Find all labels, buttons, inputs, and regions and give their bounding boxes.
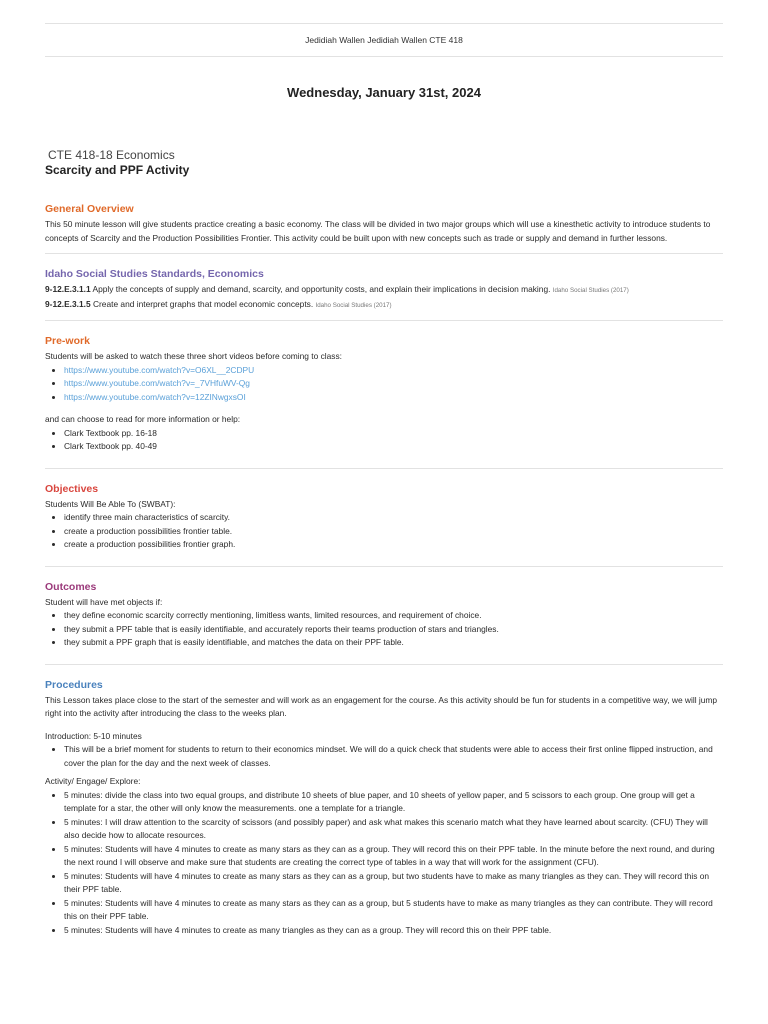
- video-link[interactable]: https://www.youtube.com/watch?v=12ZINwgxsOI: [64, 391, 246, 402]
- outcomes-section: [45, 567, 723, 665]
- outcomes-heading: Outcomes: [45, 580, 97, 593]
- procedures-section: [45, 665, 723, 946]
- list-item: • 5 minutes: divide the class into two equal groups, and distribute 10 sheets of blue paper, and 10 sheets of yellow paper, and 5 scissors to each group. One group will get a template for a star, the other will only know the measurements. one a template for a triangle.: [64, 789, 723, 816]
- list-item: • Clark Textbook pp. 40-49: [64, 440, 723, 454]
- list-item: • create a production possibilities frontier table.: [64, 525, 723, 539]
- list-item: • identify three main characteristics of scarcity.: [64, 511, 723, 525]
- prework-section: [45, 321, 723, 469]
- list-item: • This will be a brief moment for students to return to their economics mindset. We will do a quick check that students were able to access their first online flipped instruction, and cover the plan for the day and the next week of classes.: [64, 743, 723, 770]
- standards-section: [45, 254, 723, 321]
- list-item: • 5 minutes: Students will have 4 minutes to create as many stars as they can as a group, but two students have to make as many triangles as they can. They will record this on their PPF table.: [64, 870, 723, 897]
- standard-item: [45, 283, 723, 298]
- video-link[interactable]: https://www.youtube.com/watch?v=_7VHfuWV-Qg: [64, 378, 250, 388]
- list-item: • they submit a PPF table that is easily identifiable, and accurately reports their teams production of stars and triangles.: [64, 623, 723, 637]
- reading-intro: and can choose to read for more information or help:: [45, 414, 241, 424]
- lesson-plan-page: [45, 0, 723, 945]
- list-item: • 5 minutes: Students will have 4 minutes to create as many stars as they can as a group. They will record this on their PPF table. In the minute before the next round, and during the next round I will observe and make sure that students are creating the correct type of tables in a way that will work for the assignment (CFU).: [64, 843, 723, 870]
- general-overview-heading: General Overview: [45, 203, 134, 215]
- prework-intro: Students will be asked to watch these three short videos before coming to class:: [45, 351, 343, 361]
- prework-heading: Pre-work: [45, 335, 90, 347]
- objectives-intro: Students Will Be Able To (SWBAT):: [45, 498, 176, 509]
- author-header: Jedidiah Wallen Jedidiah Wallen CTE 418: [305, 35, 463, 45]
- objectives-list: [45, 511, 723, 552]
- objectives-heading: Objectives: [45, 482, 99, 495]
- standard-text: Apply the concepts of supply and demand, scarcity, and opportunity costs, and explain their implications in decision making.: [90, 284, 553, 294]
- general-overview-text: This 50 minute lesson will give students practice creating a basic economy. The class will be divided in two major groups which will use a kinesthetic activity to introduce students to concepts of Scarcity and the Production Possibilities Frontier. This activity could be built upon with new concepts such as trade or supply and demand in further lessons.: [45, 219, 711, 243]
- standard-code: 9-12.E.3.1.5: [45, 298, 91, 309]
- standards-heading: Idaho Social Studies Standards, Economics: [45, 268, 264, 280]
- activity-label: Activity/ Engage/ Explore:: [45, 776, 141, 786]
- standard-text: Create and interpret graphs that model economic concepts.: [90, 298, 316, 309]
- list-item: [64, 364, 723, 378]
- list-item: • 5 minutes: Students will have 4 minutes to create as many triangles as they can as a group. They will record this on their PPF table.: [64, 924, 723, 938]
- outcomes-list: [45, 609, 723, 650]
- header-divider: [45, 56, 723, 57]
- list-item: • 5 minutes: Students will have 4 minutes to create as many stars as they can as a group, but 5 students have to make as many triangles as they can contribute. They will record this on their PPF table.: [64, 897, 723, 924]
- reading-list: [45, 427, 723, 454]
- standard-code: 9-12.E.3.1.1: [45, 284, 91, 294]
- list-item: • they submit a PPF graph that is easily identifiable, and matches the data on their PPF table.: [64, 636, 723, 650]
- procedures-intro: This Lesson takes place close to the start of the semester and will work as an engagement for the course. As this activity should be fun for students in a competitive way, we will jump right into the activity after introducing the class to the weeks plan.: [45, 694, 718, 718]
- video-link[interactable]: https://www.youtube.com/watch?v=O6XL__2CDPU: [64, 364, 255, 375]
- activity-list: [45, 789, 723, 938]
- list-item: • create a production possibilities frontier graph.: [64, 538, 723, 552]
- lesson-title: Scarcity and PPF Activity: [45, 163, 190, 177]
- list-item: [64, 377, 723, 391]
- list-item: • 5 minutes: I will draw attention to the scarcity of scissors (and possibly paper) and ask what makes this scenario match what they have learned about scarcity. (CFU) They will also decide how to allocate resources.: [64, 816, 723, 843]
- objectives-section: [45, 469, 723, 567]
- video-link-list: [45, 364, 723, 405]
- standard-item: [45, 298, 723, 313]
- standard-source: Idaho Social Studies (2017): [315, 301, 392, 309]
- list-item: • Clark Textbook pp. 16-18: [64, 427, 723, 441]
- procedures-heading: Procedures: [45, 678, 103, 691]
- outcomes-intro: Student will have met objects if:: [45, 596, 163, 607]
- introduction-label: Introduction: 5-10 minutes: [45, 730, 142, 741]
- introduction-list: [45, 743, 723, 770]
- list-item: [64, 391, 723, 405]
- standard-source: Idaho Social Studies (2017): [552, 287, 629, 294]
- list-item: • they define economic scarcity correctly mentioning, limitless wants, limited resources, and requirement of choice.: [64, 609, 723, 623]
- general-overview-section: [45, 177, 723, 254]
- lesson-date: Wednesday, January 31st, 2024: [287, 85, 481, 100]
- course-name: CTE 418-18 Economics: [48, 148, 175, 162]
